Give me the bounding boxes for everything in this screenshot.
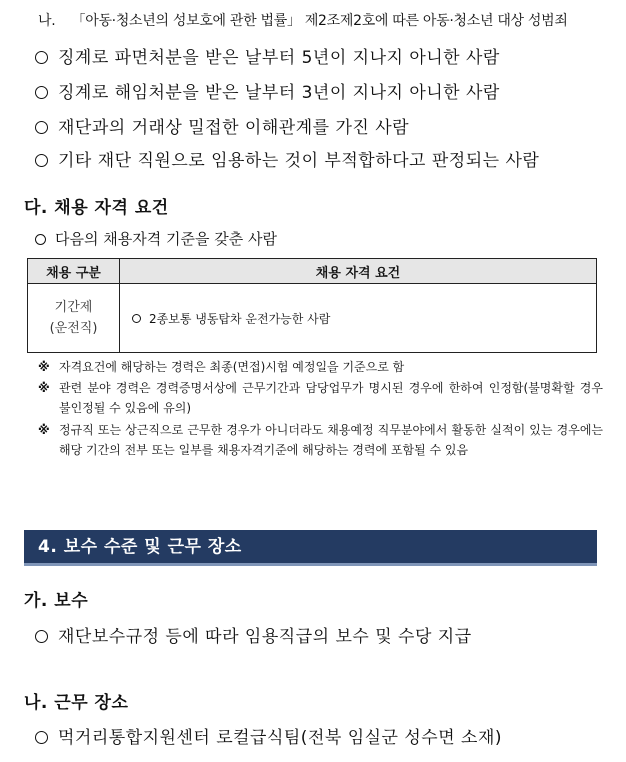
type-cell <box>28 284 120 353</box>
reference-mark-icon: ※ <box>38 360 50 374</box>
circle-bullet-icon <box>35 86 48 99</box>
disqualification-item-na <box>38 10 568 30</box>
item-text: 기타 재단 직원으로 임용하는 것이 부적합하다고 판정되는 사람 <box>58 151 540 171</box>
qualification-table <box>27 258 597 353</box>
item-text: 징계로 해임처분을 받은 날부터 3년이 지나지 아니한 사람 <box>58 83 500 103</box>
table-header-requirement: 채용 자격 요건 <box>120 259 597 284</box>
circle-bullet-icon <box>35 234 46 245</box>
pay-heading: 가. 보수 <box>24 591 89 611</box>
table-header-row <box>28 259 597 284</box>
workplace-text: 먹거리통합지원센터 로컬급식팀(전북 임실군 성수면 소재) <box>58 728 503 748</box>
disqualification-item <box>35 146 539 171</box>
note-text: 관련 분야 경력은 경력증명서상에 근무기간과 담당업무가 명시된 경우에 한하여 인정함(불명확할 경우 불인정될 수 있음에 유의) <box>59 381 603 415</box>
circle-bullet-icon <box>132 314 141 323</box>
reference-mark-icon: ※ <box>38 423 50 437</box>
note-text: 정규직 또는 상근직으로 근무한 경우가 아니더라도 채용예정 직무분야에서 활동한 실적이 있는 경우에는 해당 기간의 전부 또는 일부를 채용자격기준에 해당하는 경력에 포함될 수 있음 <box>59 423 603 457</box>
table-header-type: 채용 구분 <box>28 259 120 284</box>
requirement-text: 2종보통 냉동탑차 운전가능한 사람 <box>149 311 331 326</box>
qualification-heading: 다. 채용 자격 요건 <box>24 198 169 218</box>
type-line: (운전직) <box>49 321 98 336</box>
requirement-cell <box>120 284 597 353</box>
section-title-bar: 4. 보수 수준 및 근무 장소 <box>24 530 597 566</box>
note-item <box>38 378 603 418</box>
item-text: 징계로 파면처분을 받은 날부터 5년이 지나지 아니한 사람 <box>58 48 500 68</box>
qualification-intro <box>35 228 277 249</box>
disqualification-item <box>35 43 500 68</box>
note-item <box>38 420 603 460</box>
circle-bullet-icon <box>35 630 48 643</box>
workplace-heading: 나. 근무 장소 <box>24 693 129 713</box>
note-text: 자격요건에 해당하는 경력은 최종(면접)시험 예정일을 기준으로 함 <box>59 360 405 374</box>
intro-text: 다음의 채용자격 기준을 갖춘 사람 <box>55 230 277 248</box>
circle-bullet-icon <box>35 154 48 167</box>
circle-bullet-icon <box>35 121 48 134</box>
item-text: 재단과의 거래상 밀접한 이해관계를 가진 사람 <box>58 118 410 138</box>
disqualification-item <box>35 78 500 103</box>
circle-bullet-icon <box>35 51 48 64</box>
circle-bullet-icon <box>35 731 48 744</box>
reference-mark-icon: ※ <box>38 381 50 395</box>
pay-text: 재단보수규정 등에 따라 임용직급의 보수 및 수당 지급 <box>58 627 472 647</box>
type-line: 기간제 <box>54 300 93 315</box>
disqualification-item <box>35 113 409 138</box>
item-marker: 나. <box>38 13 56 29</box>
workplace-item <box>35 723 502 748</box>
item-text: 「아동·청소년의 성보호에 관한 법률」 제2조제2호에 따른 아동·청소년 대상 성범죄 <box>71 13 568 29</box>
pay-item <box>35 622 472 647</box>
table-row <box>28 284 597 353</box>
note-item <box>38 357 603 377</box>
